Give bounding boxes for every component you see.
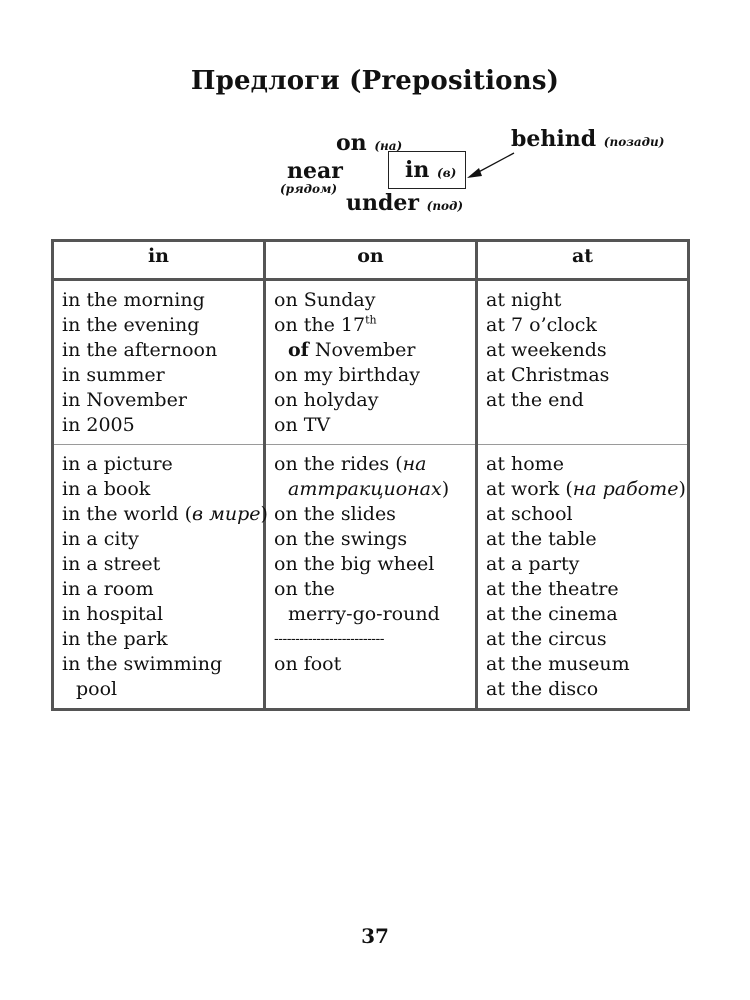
- list-item: in the park: [62, 628, 168, 650]
- list-item: in November: [62, 389, 187, 411]
- diagram-under: under (под): [346, 190, 464, 216]
- list-item: merry-go-round: [288, 603, 440, 625]
- list-item: on the big wheel: [274, 553, 435, 575]
- list-item: on holyday: [274, 389, 379, 411]
- list-item: in a book: [62, 478, 151, 500]
- diagram-near: near: [287, 158, 343, 184]
- prepositions-diagram: [0, 0, 750, 230]
- cell-at-time: [477, 280, 689, 445]
- list-item: at the table: [486, 528, 597, 550]
- cell-at-place: [477, 445, 689, 710]
- list-item: in the morning: [62, 289, 205, 311]
- table-row-time: [53, 280, 689, 445]
- column-header-in: in: [53, 241, 265, 280]
- list-item: on foot: [274, 653, 342, 675]
- list-item: at the cinema: [486, 603, 618, 625]
- column-header-at: at: [477, 241, 689, 280]
- cell-in-time: [53, 280, 265, 445]
- list-item: on TV: [274, 414, 331, 436]
- list-item: at 7 o’clock: [486, 314, 597, 336]
- divider: --------------------------: [274, 631, 384, 647]
- list-item: in the swimming: [62, 653, 223, 675]
- list-item: at the end: [486, 389, 584, 411]
- list-item: in hospital: [62, 603, 164, 625]
- list-item: in a picture: [62, 453, 173, 475]
- list-item: in the evening: [62, 314, 200, 336]
- cell-on-place: [265, 445, 477, 710]
- list-item: on my birthday: [274, 364, 420, 386]
- list-item: at work (на работе): [486, 478, 686, 500]
- list-item: at school: [486, 503, 573, 525]
- list-item: on the slides: [274, 503, 396, 525]
- list-item: at weekends: [486, 339, 607, 361]
- list-item: on Sunday: [274, 289, 376, 311]
- list-item: on the 17th: [274, 313, 377, 336]
- list-item: at the museum: [486, 653, 630, 675]
- table-header-row: [53, 241, 689, 280]
- diagram-near-translation: (рядом): [280, 182, 338, 196]
- page-title: Предлоги (Prepositions): [190, 66, 560, 96]
- diagram-in: in (в): [405, 157, 457, 183]
- list-item: at the theatre: [486, 578, 619, 600]
- list-item: on the swings: [274, 528, 408, 550]
- list-item: of November: [288, 339, 416, 361]
- list-item: аттракционах): [288, 478, 450, 500]
- list-item: at the disco: [486, 678, 599, 700]
- list-item: on the: [274, 578, 335, 600]
- list-item: at Christmas: [486, 364, 610, 386]
- list-item: at night: [486, 289, 562, 311]
- list-item: at home: [486, 453, 564, 475]
- list-item: in the afternoon: [62, 339, 218, 361]
- diagram-on: on (на): [336, 130, 403, 156]
- cell-in-place: [53, 445, 268, 710]
- list-item: at a party: [486, 553, 580, 575]
- list-item: in a room: [62, 578, 154, 600]
- page-number: 37: [361, 924, 389, 948]
- list-item: pool: [76, 678, 118, 700]
- diagram-behind: behind (позади): [511, 126, 665, 152]
- list-item: in summer: [62, 364, 165, 386]
- prepositions-table: [51, 239, 690, 711]
- column-header-on: on: [265, 241, 477, 280]
- arrow-icon: [0, 0, 750, 230]
- cell-on-time: [265, 280, 477, 445]
- list-item: in 2005: [62, 414, 135, 436]
- list-item: at the circus: [486, 628, 607, 650]
- table-row-place: [53, 445, 689, 710]
- list-item: in a city: [62, 528, 139, 550]
- list-item: on the rides (на: [274, 453, 427, 475]
- list-item: in a street: [62, 553, 161, 575]
- list-item: in the world (в мире): [62, 503, 268, 525]
